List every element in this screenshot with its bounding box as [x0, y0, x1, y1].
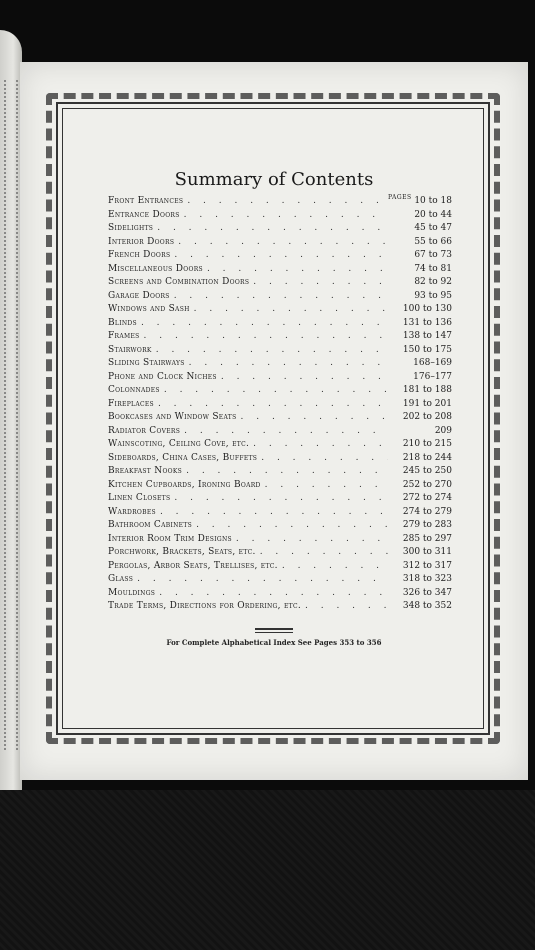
contents-entry — [108, 304, 452, 318]
dot-leader — [187, 196, 388, 206]
contents-entry — [108, 277, 452, 291]
entry-label: Porchwork, Brackets, Seats, etc. — [108, 547, 256, 557]
entry-label: Front Entrances — [108, 196, 184, 206]
entry-label: Mouldings — [108, 587, 156, 598]
entry-pages: 279 to 283 — [402, 520, 452, 530]
entry-pages: 245 to 250 — [402, 466, 452, 476]
entry-pages: 326 to 347 — [402, 587, 452, 598]
entry-label: Trade Terms, Directions for Ordering, etc. — [108, 601, 301, 611]
contents-entry — [108, 588, 452, 602]
contents-entry — [108, 331, 452, 345]
page-title: Summary of Contents — [174, 169, 374, 190]
contents-entry — [108, 439, 452, 453]
entry-label: Pergolas, Arbor Seats, Trellises, etc. — [108, 560, 278, 571]
entry-pages: 272 to 274 — [402, 493, 452, 503]
contents-entry — [108, 493, 452, 507]
dot-leader — [156, 345, 388, 355]
contents-entry — [108, 399, 452, 413]
entry-label: Breakfast Nooks — [108, 466, 183, 476]
dot-leader — [305, 601, 388, 611]
entry-pages: 138 to 147 — [402, 331, 452, 341]
contents-entry — [108, 318, 452, 332]
entry-label: Stairwork — [108, 344, 152, 355]
dot-leader — [184, 426, 388, 436]
entry-label: Interior Doors — [108, 236, 175, 247]
contents-entry — [108, 385, 452, 399]
entry-label: Wardrobes — [108, 506, 156, 517]
dot-leader — [174, 250, 388, 260]
dot-leader — [265, 480, 388, 490]
entry-label: Kitchen Cupboards, Ironing Board — [108, 479, 261, 490]
contents-entry — [108, 520, 452, 534]
entry-pages: 93 to 95 — [414, 290, 452, 301]
dot-leader — [207, 264, 388, 274]
entry-label: Interior Room Trim Designs — [108, 533, 232, 544]
entry-label: Miscellaneous Doors — [108, 263, 203, 274]
previous-page-edge — [0, 30, 22, 790]
entry-label: Bathroom Cabinets — [108, 520, 193, 530]
contents-entry — [108, 561, 452, 575]
entry-label: Garage Doors — [108, 290, 170, 301]
contents-entry — [108, 196, 452, 210]
entry-pages: 176–177 — [413, 371, 452, 382]
contents-entry — [108, 534, 452, 548]
entry-pages: 285 to 297 — [402, 533, 452, 544]
dot-leader — [260, 547, 388, 557]
entry-pages: 252 to 270 — [402, 479, 452, 490]
entry-label: Radiator Covers — [108, 425, 181, 436]
entry-label: Frames — [108, 331, 140, 341]
dot-leader — [178, 237, 388, 247]
contents-entry — [108, 547, 452, 561]
entry-pages: 168–169 — [413, 358, 452, 368]
dot-leader — [221, 372, 388, 382]
entry-label: Glass — [108, 574, 134, 584]
dot-leader — [241, 412, 388, 422]
entry-pages: 55 to 66 — [414, 236, 452, 247]
dot-leader — [141, 318, 388, 328]
entry-label: Fireplaces — [108, 398, 154, 409]
dot-leader — [184, 210, 388, 220]
contents-entry — [108, 345, 452, 359]
contents-entry — [108, 250, 452, 264]
entry-pages: 318 to 323 — [402, 574, 452, 584]
entry-pages: 100 to 130 — [402, 304, 452, 314]
entry-pages: 191 to 201 — [402, 398, 452, 409]
entry-pages: 274 to 279 — [402, 506, 452, 517]
dot-leader — [236, 534, 388, 544]
contents-entry — [108, 264, 452, 278]
entry-pages: 312 to 317 — [402, 560, 452, 571]
entry-label: Phone and Clock Niches — [108, 371, 217, 382]
entry-label: Sideboards, China Cases, Buffets — [108, 452, 258, 463]
dot-leader — [174, 291, 388, 301]
entry-pages: 210 to 215 — [402, 439, 452, 449]
dot-leader — [159, 588, 388, 598]
entry-label: Sliding Stairways — [108, 358, 185, 368]
divider-rule-thin — [255, 632, 293, 633]
entry-label: Entrance Doors — [108, 209, 180, 220]
dot-leader — [186, 466, 388, 476]
entry-pages: 202 to 208 — [402, 412, 452, 422]
entry-label: Blinds — [108, 317, 137, 328]
entry-label: French Doors — [108, 250, 171, 260]
entry-pages: 74 to 81 — [414, 263, 452, 274]
pages-column-header: PAGES — [388, 194, 412, 201]
background-surface — [0, 790, 535, 950]
entry-pages: 218 to 244 — [402, 452, 452, 463]
entry-pages: 82 to 92 — [414, 277, 452, 287]
entry-label: Wainscoting, Ceiling Cove, etc. — [108, 439, 250, 449]
catalog-page — [20, 62, 528, 780]
previous-page-border-ornament — [4, 80, 18, 750]
contents-entry — [108, 237, 452, 251]
entry-pages: 45 to 47 — [414, 223, 452, 233]
entry-pages: 67 to 73 — [414, 250, 452, 260]
entry-pages: 209 — [434, 425, 452, 436]
entry-label: Windows and Sash — [108, 304, 190, 314]
dot-leader — [144, 331, 388, 341]
contents-entry — [108, 372, 452, 386]
dot-leader — [261, 453, 388, 463]
entry-label: Screens and Combination Doors — [108, 277, 250, 287]
contents-entry — [108, 223, 452, 237]
entry-label: Sidelights — [108, 223, 154, 233]
contents-list — [108, 196, 452, 615]
dot-leader — [282, 561, 388, 571]
entry-pages: 348 to 352 — [402, 601, 452, 611]
entry-pages: 131 to 136 — [402, 317, 452, 328]
entry-pages: 20 to 44 — [414, 209, 452, 220]
entry-label: Linen Closets — [108, 493, 171, 503]
entry-pages: 181 to 188 — [402, 385, 452, 395]
dot-leader — [158, 399, 388, 409]
dot-leader — [253, 439, 388, 449]
index-note: For Complete Alphabetical Index See Pages 353 to 356 — [166, 638, 382, 647]
entry-pages: 10 to 18 — [414, 196, 452, 206]
contents-entry — [108, 480, 452, 494]
contents-entry — [108, 210, 452, 224]
dot-leader — [253, 277, 388, 287]
contents-entry — [108, 358, 452, 372]
dot-leader — [189, 358, 388, 368]
entry-pages: 300 to 311 — [402, 547, 452, 557]
dot-leader — [194, 304, 388, 314]
contents-entry — [108, 466, 452, 480]
entry-label: Colonnades — [108, 385, 160, 395]
contents-entry — [108, 426, 452, 440]
dot-leader — [164, 385, 388, 395]
dot-leader — [137, 574, 388, 584]
dot-leader — [160, 507, 388, 517]
dot-leader — [196, 520, 388, 530]
dot-leader — [174, 493, 388, 503]
entry-label: Bookcases and Window Seats — [108, 412, 237, 422]
contents-entry — [108, 574, 452, 588]
contents-entry — [108, 507, 452, 521]
entry-pages: 150 to 175 — [402, 344, 452, 355]
contents-entry — [108, 601, 452, 615]
divider-rule — [255, 628, 293, 630]
contents-entry — [108, 453, 452, 467]
dot-leader — [157, 223, 388, 233]
contents-entry — [108, 412, 452, 426]
contents-entry — [108, 291, 452, 305]
